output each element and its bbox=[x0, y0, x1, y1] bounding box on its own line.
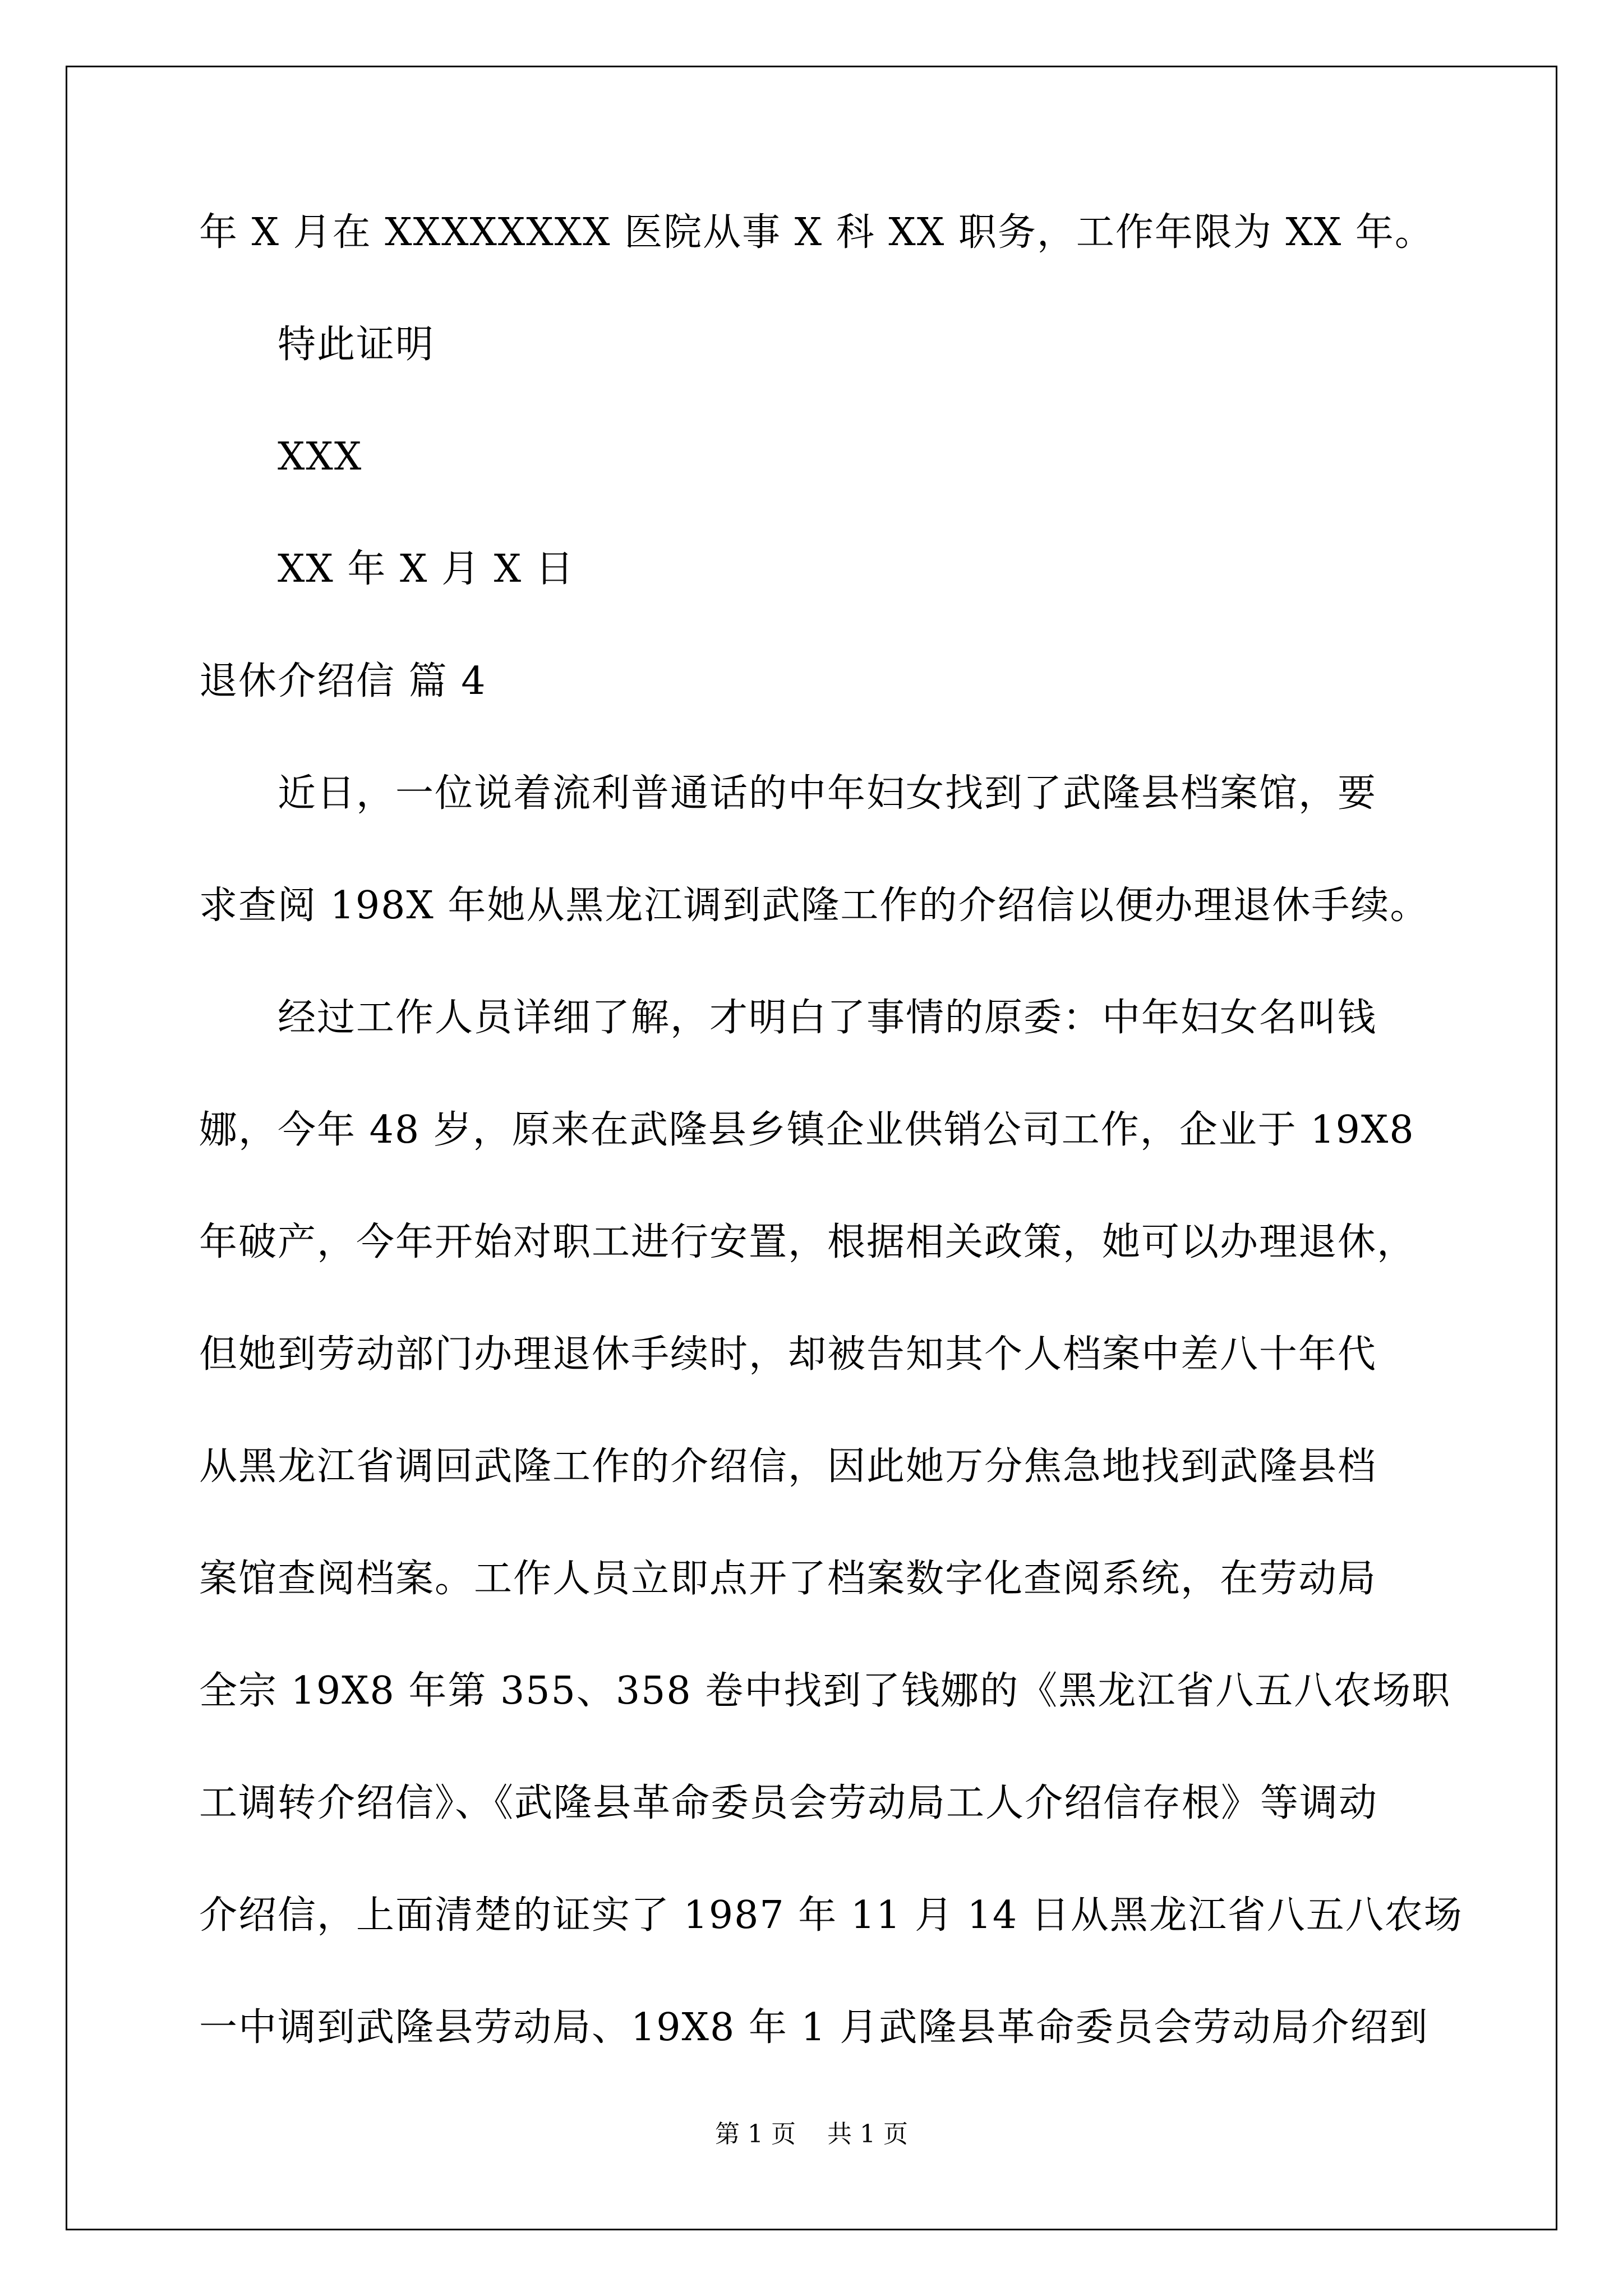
text-line-signer: XXX bbox=[278, 435, 363, 479]
paragraph-line: 介绍信，上面清楚的证实了 1987 年 11 月 14 日从黑龙江省八五八农场 bbox=[199, 1893, 1463, 1938]
paragraph-line: 求查阅 198X 年她从黑龙江调到武隆工作的介绍信以便办理退休手续。 bbox=[199, 884, 1430, 928]
paragraph-line: 案馆查阅档案。工作人员立即点开了档案数字化查阅系统，在劳动局 bbox=[199, 1557, 1377, 1601]
page-number-total: 共 1 页 bbox=[827, 2120, 908, 2148]
paragraph-line: 年破产，今年开始对职工进行安置，根据相关政策，她可以办理退休， bbox=[199, 1220, 1417, 1264]
section-heading: 退休介绍信 篇 4 bbox=[199, 659, 487, 703]
paragraph-line: 一中调到武隆县劳动局、19X8 年 1 月武隆县革命委员会劳动局介绍到 bbox=[199, 2005, 1429, 2050]
paragraph-line: 娜，今年 48 岁，原来在武隆县乡镇企业供销公司工作，企业于 19X8 bbox=[199, 1108, 1415, 1152]
text-line-certificate-details: 年 X 月在 XXXXXXXX 医院从事 X 科 XX 职务，工作年限为 XX 年。 bbox=[199, 210, 1434, 255]
paragraph-line: 全宗 19X8 年第 355、358 卷中找到了钱娜的《黑龙江省八五八农场职 bbox=[199, 1669, 1451, 1713]
paragraph-line: 但她到劳动部门办理退休手续时，却被告知其个人档案中差八十年代 bbox=[199, 1332, 1377, 1377]
text-line-hereby-certify: 特此证明 bbox=[278, 323, 435, 367]
paragraph-line: 工调转介绍信》、《武隆县革命委员会劳动局工人介绍信存根》等调动 bbox=[199, 1781, 1378, 1825]
page-footer bbox=[0, 2118, 1623, 2151]
paragraph-line: 近日，一位说着流利普通话的中年妇女找到了武隆县档案馆，要 bbox=[278, 771, 1377, 816]
paragraph-line: 从黑龙江省调回武隆工作的介绍信，因此她万分焦急地找到武隆县档 bbox=[199, 1444, 1377, 1489]
page-number-current: 第 1 页 bbox=[715, 2120, 796, 2148]
text-line-date: XX 年 X 月 X 日 bbox=[278, 547, 575, 591]
paragraph-line: 经过工作人员详细了解，才明白了事情的原委：中年妇女名叫钱 bbox=[278, 996, 1377, 1040]
